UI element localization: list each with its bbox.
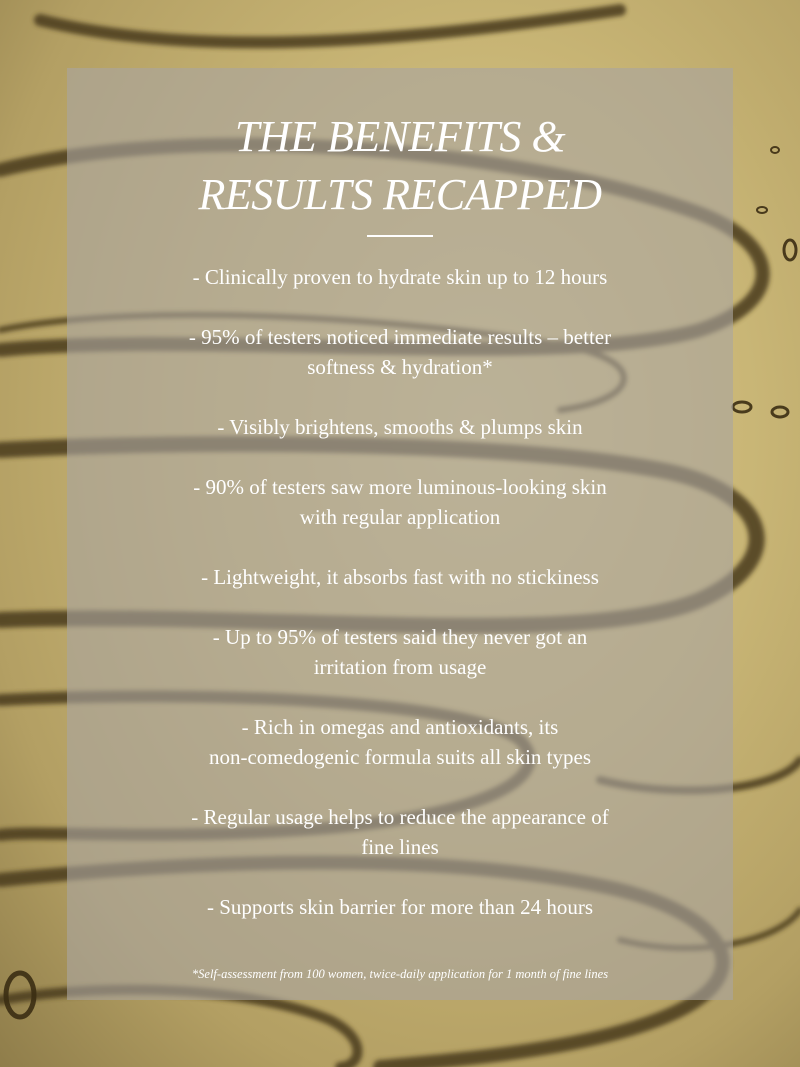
benefit-line: non-comedogenic formula suits all skin types <box>208 745 591 769</box>
benefit-line: irritation from usage <box>313 655 487 679</box>
benefit-item <box>87 262 713 292</box>
benefits-list <box>87 262 713 952</box>
benefit-line: softness & hydration* <box>307 355 493 379</box>
benefit-line: with regular application <box>299 505 501 529</box>
title-divider <box>367 235 433 237</box>
benefit-line: - Supports skin barrier for more than 24 hours <box>206 895 594 919</box>
benefit-item <box>87 322 713 382</box>
benefit-line: - Clinically proven to hydrate skin up to 12 hours <box>192 265 608 289</box>
benefit-item <box>87 892 713 922</box>
benefit-line: - Rich in omegas and antioxidants, its <box>241 715 559 739</box>
panel-title <box>67 108 733 224</box>
benefit-line: - 95% of testers noticed immediate results – better <box>188 325 612 349</box>
title-line-1: THE BENEFITS & <box>234 112 566 161</box>
footnote: *Self-assessment from 100 women, twice-daily application for 1 month of fine lines <box>191 967 609 981</box>
benefit-item <box>87 562 713 592</box>
benefit-line: - Regular usage helps to reduce the appearance of <box>191 805 609 829</box>
benefit-item <box>87 472 713 532</box>
benefit-item <box>87 412 713 442</box>
benefit-item <box>87 622 713 682</box>
benefit-line: - Visibly brightens, smooths & plumps skin <box>217 415 583 439</box>
benefit-item <box>87 802 713 862</box>
benefits-panel <box>67 68 733 1000</box>
benefit-item <box>87 712 713 772</box>
benefit-line: - Up to 95% of testers said they never got an <box>212 625 588 649</box>
benefit-line: - Lightweight, it absorbs fast with no stickiness <box>201 565 599 589</box>
benefit-line: - 90% of testers saw more luminous-looking skin <box>193 475 607 499</box>
title-line-2: RESULTS RECAPPED <box>198 170 602 219</box>
benefit-line: fine lines <box>361 835 439 859</box>
